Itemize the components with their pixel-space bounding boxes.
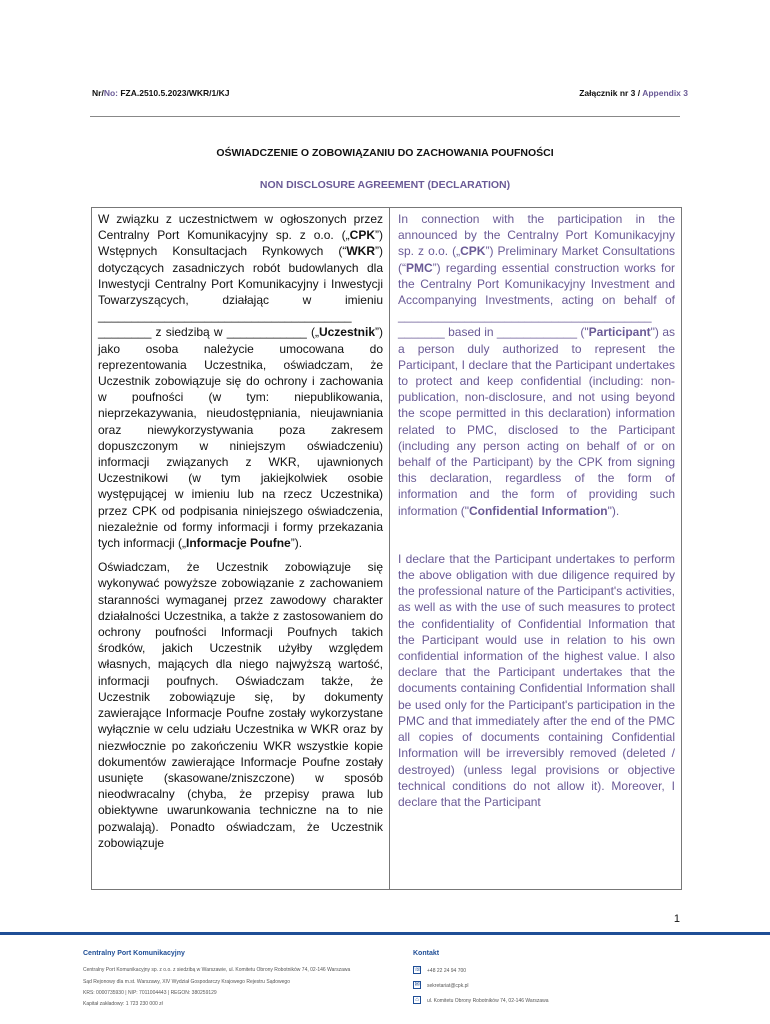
term-pmc: PMC: [406, 260, 433, 275]
footer-company-line-2: Sąd Rejonowy dla m.st. Warszawy, XIV Wydział Gospodarczy Krajowego Rejestru Sądowego: [83, 979, 290, 985]
footer-company-name: Centralny Port Komunikacyjny: [83, 950, 185, 957]
polish-column: [92, 208, 389, 889]
page-number: 1: [673, 913, 680, 925]
term-participant: Participant: [588, 325, 651, 340]
footer-address: ul. Komitetu Obrony Robotników 74, 02-146 Warszawa: [427, 998, 549, 1004]
phone-icon: ☏: [414, 967, 422, 973]
email-icon: ✉: [414, 982, 420, 988]
title-english: NON DISCLOSURE AGREEMENT (DECLARATION): [259, 179, 511, 191]
title-polish: OŚWIADCZENIE O ZOBOWIĄZANIU DO ZACHOWANIA POUFNOŚCI: [216, 147, 554, 159]
nr-label: Nr/: [92, 88, 104, 98]
polish-paragraph-2: Oświadczam, że Uczestnik zobowiązuje się wykonywać powyższe zobowiązanie z zachowaniem staranności wymaganej przez zawodowy charakter działalności Uczestnika, a także z zastosowaniem do ochrony poufności Informacji Poufnych takich środków, jakich Uczestnik użyłby względem własnych, mających dla niego najwyższą wartość, informacji poufnych. Oświadczam także, że Uczestnik zobowiązuje się, by dokumenty zawierające Informacje Poufne zostały wykorzystane wyłącznie w celu udziału Uczestnika w WKR oraz by niezwłocznie po zakończeniu WKR wszystkie kopie dokumentów zawierające Informacje Poufne zostały usunięte (skasowane/zniszczone) w sposób nieodwracalny (chyba, że przepisy prawa lub obiektywne uwarunkowania techniczne na to nie pozwalają). Ponadto oświadczam, że Uczestnik zobowiązuje: [98, 560, 383, 850]
attachment-label: [579, 88, 688, 98]
footer-email[interactable]: sekretariat@cpk.pl: [427, 983, 469, 989]
english-paragraph-1: In connection with the participation in the announced by the Centralny Port Komunikacyjny sp. z o.o. („CPK”) Preliminary Market Consultations (“PMC”) regarding essential construction works for the Centralny Port Komunikacyjny Investment and Accompanying Investments, acting on behalf of ______________________________________ _______ based in ____________ ("Participant") as a person duly authorized to represent the Participant, I declare that the Participant undertakes to protect and keep confidential (including: non-publication, non-disclosure, and not using beyond the scope permitted in this declaration) information related to PMC, disclosed to the Participant (including any person acting on behalf of or on behalf of the Participant) by the CPK from signing this declaration, regardless of the form of information and the form of providing such information ("Confidential Information").: [398, 212, 675, 518]
term-uczestnik: Uczestnik: [318, 325, 375, 340]
footer-company-line-3: KRS: 0000735930 | NIP: 7011004443 | REGON: 380259129: [83, 990, 217, 996]
footer-rule: [0, 932, 770, 935]
footer-contact-title: Kontakt: [413, 950, 440, 957]
doc-number-value: FZA.2510.5.2023/WKR/1/KJ: [117, 88, 230, 98]
footer-phone[interactable]: +48 22 24 94 700: [427, 968, 467, 974]
declaration-table: [91, 207, 682, 890]
english-paragraph-2: I declare that the Participant undertakes to perform the above obligation with due diligence required by the professional nature of the Participant's activities, as well as with the use of such measures to protect the confidentiality of Confidential Information that the Participant would use in relation to his own confidential information of the highest value. I also declare that the Participant undertakes that the documents containing Confidential Information shall be used only for the Participant's participation in the PMC and that immediately after the end of the PMC all copies of documents containing Confidential Information will be irreversibly removed (deleted / destroyed) (unless legal provisions or objective technical conditions do not allow it). Moreover, I declare that the Participant: [398, 551, 675, 809]
polish-paragraph-1: W związku z uczestnictwem w ogłoszonych przez Centralny Port Komunikacyjny sp. z o.o. („CPK”) Wstępnych Konsultacjach Rynkowych (“WKR”) dotyczących zasadniczych robót budowlanych dla Inwestycji Centralny Port Komunikacyjny i Inwestycji Towarzyszących, działając w imieniu ______________________________________ ________ z siedzibą w ____________ („Uczestnik”) jako osoba należycie umocowana do reprezentowania Uczestnika, oświadczam, że Uczestnik zobowiązuje się do ochrony i zachowania w poufności (w tym: niepublikowania, nieprzekazywania, nieudostępniania, nieujawniania oraz niewykorzystywania poza zakresem dopuszczonym w niniejszym oświadczeniu) informacji związanych z WKR, ujawnionych Uczestnikowi (w tym jakiejkolwiek osobie występującej w imieniu lub na rzecz Uczestnika) przez CPK od podpisania niniejszego oświadczenia, niezależnie od formy informacji i formy przekazania tych informacji („Informacje Poufne”).: [98, 212, 383, 551]
location-icon: ⌂: [413, 996, 421, 1004]
term-confidential-information: Confidential Information: [468, 503, 608, 518]
document-number: [92, 88, 229, 98]
no-label: No:: [103, 88, 118, 98]
term-informacje-poufne: Informacje Poufne: [186, 536, 291, 551]
term-cpk-en: CPK: [460, 244, 486, 259]
footer-company-line-4: Kapitał zakładowy: 1 723 230 000 zł: [83, 1001, 163, 1007]
attachment-pl: Załącznik nr 3 /: [579, 88, 643, 98]
footer-company-line-1: Centralny Port Komunikacyjny sp. z o.o. z siedzibą w Warszawie, ul. Komitetu Obrony Robotników 74, 02-146 Warszawa: [83, 967, 351, 973]
term-cpk: CPK: [349, 228, 375, 243]
attachment-en: Appendix 3: [642, 88, 688, 98]
term-wkr: WKR: [346, 244, 375, 259]
english-column: [390, 208, 681, 889]
header-rule: [90, 116, 680, 117]
